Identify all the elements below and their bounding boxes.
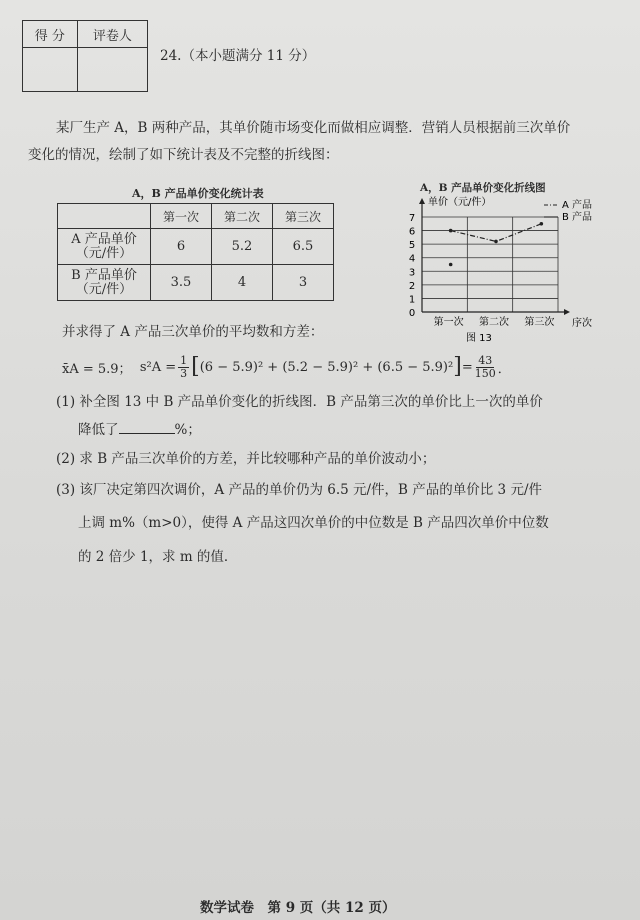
y-tick-label: 7 — [408, 213, 416, 224]
x-axis-arrow — [564, 309, 570, 315]
q1-prefix: 降低了 — [78, 422, 119, 438]
y-tick-label: 0 — [408, 308, 416, 319]
score-box — [22, 20, 148, 92]
fraction-numerator: 1 — [180, 353, 188, 367]
question-2: (2) 求 B 产品三次单价的方差，并比较哪种产品的单价波动小； — [56, 451, 436, 467]
fraction-one-third — [178, 355, 189, 380]
question-1-line-2 — [78, 419, 201, 440]
variance-body: (6 − 5.9)² + (5.2 − 5.9)² + (6.5 − 5.9)² — [199, 359, 454, 375]
table-row — [58, 229, 334, 265]
table-title: A，B 产品单价变化统计表 — [132, 187, 264, 200]
table-header: 第三次 — [273, 204, 334, 229]
table-cell: 3.5 — [151, 265, 212, 301]
x-tick-label: 第二次 — [479, 317, 509, 328]
x-tick-label: 第一次 — [433, 317, 464, 328]
chart-axes — [419, 198, 570, 315]
left-bracket: [ — [191, 354, 200, 379]
x-axis-label: 序次 — [572, 318, 592, 329]
y-tick-label: 1 — [408, 294, 416, 306]
solve-intro: 并求得了 A 产品三次单价的平均数和方差： — [62, 324, 324, 340]
legend-label: A 产品 — [562, 200, 593, 211]
y-tick-label: 3 — [408, 267, 416, 279]
score-label: 得 分 — [23, 21, 78, 48]
data-point — [449, 229, 453, 233]
row-label-unit: （元/件） — [75, 245, 133, 261]
page-footer: 数学试卷 第 9 页（共 12 页） — [200, 900, 396, 916]
series-line — [451, 224, 542, 242]
chart-legend — [544, 198, 592, 223]
intro-line-2: 变化的情况，绘制了如下统计表及不完整的折线图： — [28, 147, 339, 163]
equals-sign: = — [461, 359, 473, 375]
question-header: 24.（本小题满分 11 分） — [160, 48, 316, 64]
row-label-main: A 产品单价 — [71, 231, 137, 247]
y-tick-label: 2 — [408, 280, 416, 292]
row-label-unit: （元/件） — [75, 281, 133, 297]
intro-line-1: 某厂生产 A，B 两种产品，其单价随市场变化而做相应调整．营销人员根据前三次单价 — [56, 120, 571, 136]
data-point — [449, 263, 453, 267]
stat-table — [57, 203, 334, 301]
table-cell: 6 — [151, 229, 212, 265]
grader-blank — [77, 48, 147, 92]
question-3-line-1: (3) 该厂决定第四次调价，A 产品的单价仍为 6.5 元/件，B 产品的单价比 3 元/件 — [56, 482, 542, 498]
x-tick-label: 第三次 — [524, 317, 555, 328]
fraction-result — [475, 355, 496, 380]
variance-lhs: s²A = — [139, 359, 177, 375]
y-tick-label: 4 — [408, 253, 416, 265]
table-header: 第一次 — [151, 204, 212, 229]
question-3-line-3: 的 2 倍少 1，求 m 的值． — [78, 549, 238, 565]
variance-formula — [62, 347, 511, 387]
formula-end: ． — [497, 361, 511, 377]
data-point — [494, 240, 498, 244]
row-label — [58, 265, 151, 301]
table-cell: 4 — [212, 265, 273, 301]
table-header-corner — [58, 204, 151, 229]
q1-suffix: %； — [174, 422, 201, 438]
mean-expr: x̄A = 5.9； — [62, 361, 132, 377]
y-tick-label: 6 — [408, 226, 416, 238]
fraction-denominator: 150 — [474, 366, 496, 380]
answer-blank[interactable] — [119, 419, 175, 434]
y-axis-label: 单价（元/件） — [428, 197, 492, 208]
row-label-main: B 产品单价 — [71, 267, 137, 283]
y-tick-label: 5 — [408, 240, 416, 252]
right-bracket: ] — [453, 354, 462, 379]
table-cell: 6.5 — [273, 229, 334, 265]
fraction-denominator: 3 — [180, 366, 188, 380]
row-label — [58, 229, 151, 265]
chart-grid — [422, 217, 558, 312]
table-header: 第二次 — [212, 204, 273, 229]
line-chart — [396, 190, 596, 346]
table-cell: 3 — [273, 265, 334, 301]
y-tick-labels — [409, 213, 415, 319]
score-blank — [23, 48, 78, 92]
fraction-numerator: 43 — [478, 353, 493, 367]
legend-label: B 产品 — [562, 212, 593, 223]
question-1-line-1: (1) 补全图 13 中 B 产品单价变化的折线图．B 产品第三次的单价比上一次的单价 — [56, 394, 543, 410]
question-3-line-2: 上调 m%（m>0），使得 A 产品这四次单价的中位数是 B 产品四次单价中位数 — [78, 515, 549, 531]
table-cell: 5.2 — [212, 229, 273, 265]
table-row — [58, 265, 334, 301]
grader-label: 评卷人 — [77, 21, 147, 48]
data-point — [540, 222, 544, 226]
y-axis-arrow — [419, 198, 425, 204]
x-tick-labels — [434, 315, 555, 328]
chart-title: A，B 产品单价变化折线图 — [420, 182, 546, 194]
chart-caption: 图 13 — [466, 333, 492, 344]
